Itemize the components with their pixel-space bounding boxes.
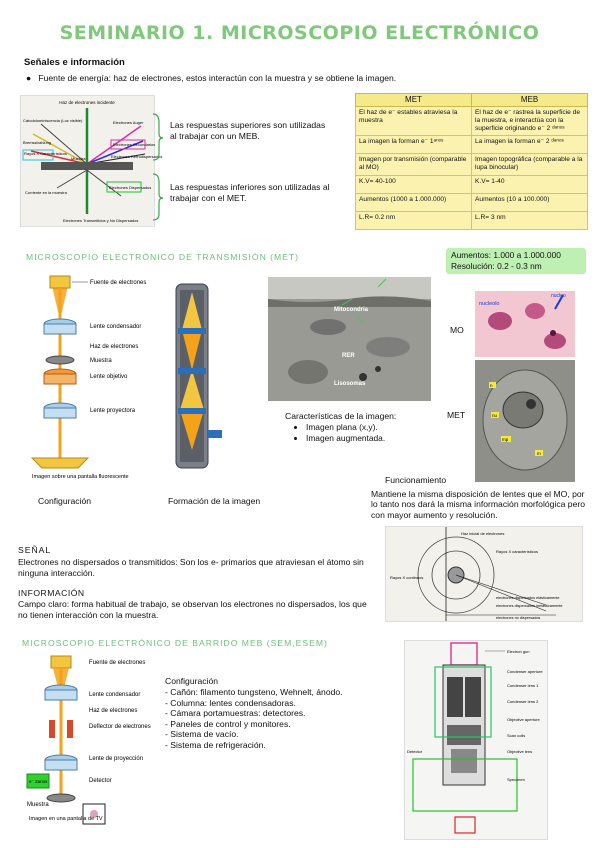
meb-label-detector: Detector — [89, 778, 112, 784]
met-stat-resolution: Resolución: 0.2 - 0.3 nm — [451, 261, 542, 271]
brace-lines — [151, 112, 165, 224]
met-column-diagram — [168, 280, 228, 475]
instr-label-cond1: Condenser lens 1 — [507, 683, 539, 688]
meb-instrument-figure — [404, 640, 548, 840]
met-label-sample: Muestra — [90, 358, 112, 364]
table-cell: La imagen la forman e⁻ 2 ᵈᵃʳᶦᵒˢ — [472, 136, 588, 154]
table-cell: Imagen por transmisión (comparable al MO) — [356, 154, 472, 176]
atom-label-unscattered: electrones no dispersados — [496, 616, 541, 620]
micro-label-lyso: Lisosomas — [334, 381, 366, 387]
mo-label: MO — [450, 325, 464, 335]
table-row — [356, 212, 588, 230]
signals-figure — [20, 95, 163, 227]
atom-label-elastic: electrones dispersados elásticamente — [496, 596, 560, 600]
features-title: Características de la imagen: — [285, 411, 397, 421]
table-cell: K.V= 1-40 — [472, 176, 588, 194]
intro-bullet-text: Fuente de energía: haz de electrones, estos interactún con la muestra y se obtiene la imagen. — [38, 73, 397, 83]
note-lower: Las respuestas inferiores son utilizadas al trabajar con el MET. — [170, 182, 330, 203]
table-cell: Aumentos (10 a 100.000) — [472, 194, 588, 212]
met-cell-label-n: n — [490, 383, 493, 388]
table-cell: K.V= 40-100 — [356, 176, 472, 194]
intro-bullet — [26, 73, 476, 84]
instr-label-cond2: Condenser lens 2 — [507, 699, 539, 704]
label-xray: Rayos X Característicos — [24, 151, 67, 156]
table-row — [356, 107, 588, 136]
sample-block — [41, 162, 133, 170]
instr-label-obj-lens: Objective lens — [507, 749, 533, 754]
features-list — [290, 422, 385, 443]
met-column-figure — [168, 280, 218, 475]
met-label-beam: Haz de electrones — [90, 344, 139, 350]
micro-label-mito: Mitocondria — [334, 307, 368, 313]
met-stat-magnification: Aumentos: 1.000 a 1.000.000 — [451, 250, 561, 260]
mo-image — [475, 291, 575, 357]
meb-heading: MICROSCOPIO ELECTRÓNICO DE BARRIDO MEB (SEM,ESEM) — [22, 638, 328, 648]
table-cell: El haz de e⁻ rastrea la superficie de la muestra, e interactúa con la superficie originando e⁻ 2 ᵈᵃʳᶦᵒˢ — [472, 107, 588, 136]
mo-label-nucleolo: nucleolo — [479, 301, 500, 307]
instr-label-detector: Detector — [407, 749, 423, 754]
label-backscattered: Electrones Retrodispersados — [111, 154, 163, 159]
table-header-row — [356, 94, 588, 107]
label-bremsstrahlung: Bremsstrahlung — [23, 140, 52, 145]
label-transmitted: Electrones Transmitidos y No Dispersados — [63, 218, 139, 223]
header-meb: MEB — [472, 94, 588, 107]
label-cathodo: Catodoluminiscencia (Luz visible) — [23, 118, 83, 123]
atom-diagram — [386, 527, 582, 621]
meb-label-source: Fuente de electrones — [89, 660, 146, 666]
meb-label-tv: Imagen en una pantalla de TV — [29, 816, 103, 822]
info-text: Campo claro: forma habitual de trabajo, se observan los electrones no dispersados, los que no tienen interacción con la muestra. — [18, 599, 367, 620]
meb-label-sample: Muestra — [27, 802, 49, 808]
table-cell: Aumentos (1000 a 1.000.000) — [356, 194, 472, 212]
meb-label-condenser: Lente condensador — [89, 692, 141, 698]
list-item: - Cañón: filamento tungsteno, Wehnelt, ánodo. — [165, 687, 343, 697]
label-scattered: Electrones Dispersados — [109, 185, 152, 190]
met-cell-label-nu: nu — [492, 413, 498, 418]
signals-diagram — [21, 96, 163, 226]
met-img-label: MET — [447, 410, 466, 420]
met-caption-formation: Formación de la imagen — [168, 496, 261, 506]
instr-label-obj-ap: Objective aperture — [507, 717, 540, 722]
meb-config-figure — [25, 654, 155, 838]
instr-label-gun: Electron gun — [507, 649, 530, 654]
mo-cells — [475, 291, 575, 357]
table-cell: L.R= 0.2 nm — [356, 212, 472, 230]
met-config-figure — [28, 272, 158, 482]
instr-label-specimen: Specimen — [507, 777, 525, 782]
mo-label-nucleo: nucleo — [551, 293, 566, 299]
met-cell-label-mp: mp — [502, 437, 509, 442]
note-upper: Las respuestas superiores son utilizadas al trabajar con un MEB. — [170, 120, 326, 141]
meb-config-title: Configuración — [165, 676, 219, 686]
meb-green-label: e⁻ 2arios — [29, 779, 48, 784]
signal-title: SEÑAL — [18, 545, 52, 555]
meb-label-projection: Lente de proyección — [89, 756, 144, 762]
atom-label-xray-char: Rayos X característicos — [496, 549, 539, 554]
met-cell — [475, 360, 575, 482]
table-cell: L.R= 3 nm — [472, 212, 588, 230]
met-micrograph — [268, 277, 431, 401]
met-cell-image — [475, 360, 575, 482]
met-config-diagram — [28, 272, 158, 482]
instr-label-scan: Scan coils — [507, 733, 526, 738]
met-stats-box — [446, 248, 586, 274]
comparison-table — [355, 93, 588, 230]
label-auger: Electrones Auger — [113, 120, 144, 125]
table-cell: Imagen topográfica (comparable a la lupa binocular) — [472, 154, 588, 176]
label-sample: Muestra — [71, 156, 86, 161]
list-item: - Paneles de control y monitores. — [165, 718, 291, 729]
func-title: Funcionamiento — [385, 475, 447, 485]
func-text: Mantiene la misma disposición de lentes que el MO, por lo tanto nos dará la misma información morfológica pero con mayor aumento y resolución. — [371, 489, 585, 520]
list-item: - Columna: lentes condensadoras. — [165, 697, 296, 708]
met-label-projector: Lente proyectora — [90, 408, 136, 414]
table-row — [356, 176, 588, 194]
instr-label-cond-ap: Condenser aperture — [507, 669, 543, 674]
meb-label-deflector: Deflector de electrones — [89, 724, 151, 730]
met-label-objective: Lente objetivo — [90, 374, 128, 380]
list-item: - Sistema de vacío. — [165, 729, 239, 739]
atom-label-inelastic: electrones dispersados inelásticamente — [496, 604, 563, 608]
table-row — [356, 154, 588, 176]
label-current: Corriente en la muestra — [25, 190, 67, 195]
met-label-condenser: Lente condensador — [90, 324, 142, 330]
list-item: • Imagen augmentada. — [306, 433, 385, 444]
meb-instrument-diagram — [405, 641, 547, 839]
signal-text: Electrones no dispersados o transmitidos: Son los e- primarios que atraviesan el átomo sin ninguna interacción. — [18, 557, 364, 578]
meb-config-diagram — [25, 654, 155, 838]
table-row — [356, 136, 588, 154]
table-row — [356, 194, 588, 212]
met-heading: MICROSCOPIO ELECTRÓNICO DE TRANSMISIÓN (MET) — [26, 252, 300, 262]
met-label-source: Fuente de electrones — [90, 280, 147, 286]
header-met: MET — [356, 94, 472, 107]
label-secondary: Electrones Secundarios — [113, 142, 156, 147]
table-cell: La imagen la forman e⁻ 1ᵃʳᶦᵒˢ — [356, 136, 472, 154]
label-incident-beam: Haz de electrones incidente — [59, 100, 115, 105]
atom-figure — [385, 526, 583, 622]
intro-heading: Señales e información — [24, 57, 125, 68]
page-title: SEMINARIO 1. MICROSCOPIO ELECTRÓNICO — [59, 22, 540, 44]
atom-label-xray-cont: Rayos X continuos — [390, 575, 424, 580]
meb-label-beam: Haz de electrones — [89, 708, 138, 714]
list-item: - Sistema de refrigeración. — [165, 739, 266, 750]
list-item: - Cámara portamuestras: detectores. — [165, 708, 306, 718]
info-title: INFORMACIÓN — [18, 588, 85, 598]
micro-label-rer: RER — [342, 353, 355, 359]
bullet-icon: ● — [26, 73, 39, 83]
meb-config-list — [165, 687, 385, 750]
micrograph-drawing — [268, 277, 431, 401]
table-cell: El haz de e⁻ estables atraviesa la muestra — [356, 107, 472, 136]
met-label-screen: Imagen sobre una pantalla fluorescente — [32, 474, 129, 480]
met-cell-label-m: m — [537, 451, 541, 456]
list-item: • Imagen plana (x,y). — [306, 422, 385, 433]
met-caption-config: Configuración — [38, 496, 92, 506]
atom-label-beam: Haz inicial de electrones — [461, 531, 505, 536]
